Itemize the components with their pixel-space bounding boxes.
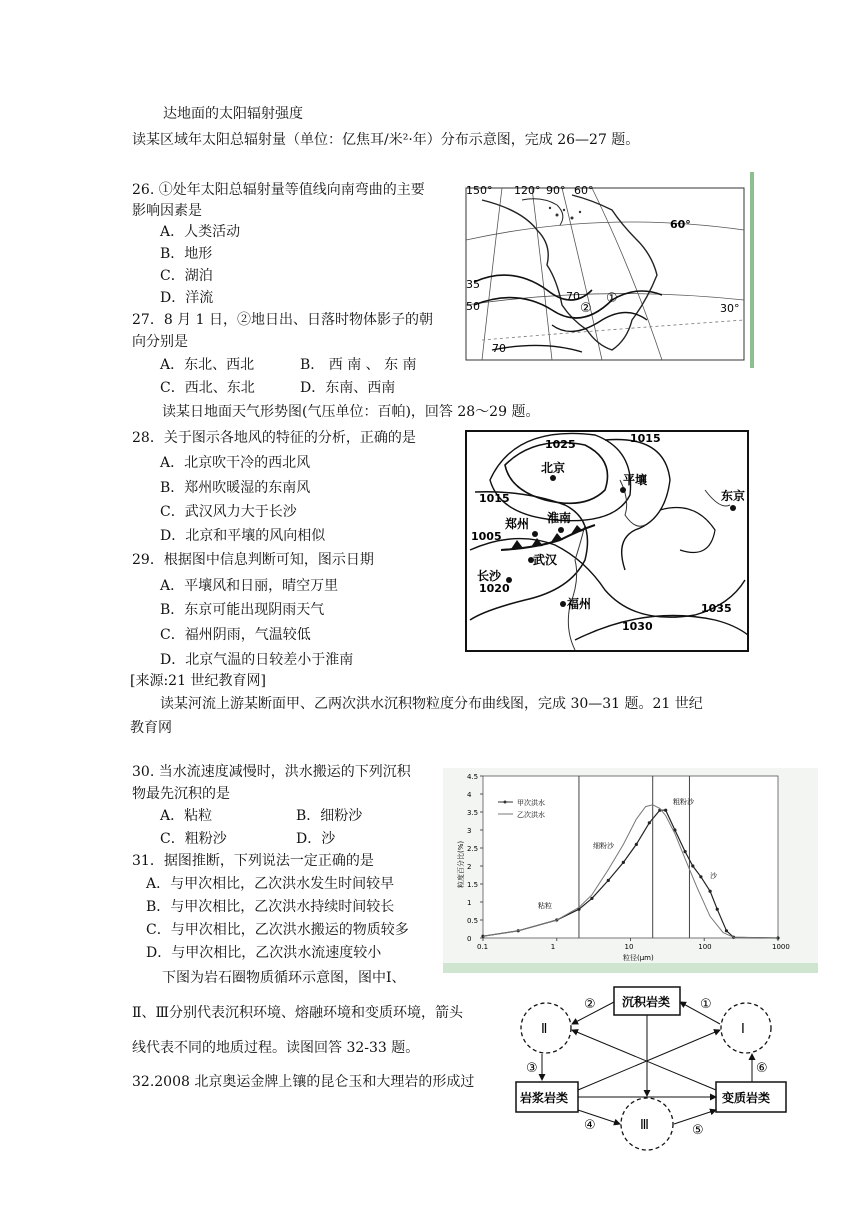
q27-stem-2: 向分别是 <box>132 334 188 350</box>
line-l0: 达地面的太阳辐射强度 <box>163 106 303 122</box>
city-label: 东京 <box>721 489 746 503</box>
data-point <box>708 890 711 893</box>
rock-cycle-diagram <box>512 972 792 1154</box>
circle-2: Ⅱ <box>541 1022 548 1037</box>
data-point <box>716 908 719 911</box>
intro-30-line1: 读某河流上游某断面甲、乙两次洪水沉积物粒度分布曲线图，完成 30—31 题。21 世纪 <box>160 696 703 712</box>
legend-series-1: 甲次洪水 <box>517 799 545 807</box>
data-point <box>590 897 593 900</box>
isoline-label: 50 <box>466 300 480 313</box>
q29-stem: 29．根据图中信息判断可知，图示日期 <box>132 552 374 568</box>
data-point <box>635 843 638 846</box>
lon-label: 90° <box>546 184 566 197</box>
isoline-label: 70 <box>492 342 506 355</box>
q31-option-b: B．与甲次相比，乙次洪水持续时间较长 <box>146 899 395 915</box>
q32-stem: 32.2008 北京奥运金牌上镶的昆仑玉和大理岩的形成过 <box>132 1074 475 1090</box>
solar-radiation-map <box>462 170 758 370</box>
q29-option-c: C．福州阴雨，气温较低 <box>160 627 311 643</box>
box-igneous: 岩浆岩类 <box>520 1091 569 1105</box>
y-tick-label: 0.5 <box>467 917 479 925</box>
q30-option-a: A．粘粒 <box>160 808 213 824</box>
zone-label: 粘粒 <box>538 902 552 910</box>
circle-3: Ⅲ <box>640 1118 649 1133</box>
intro-28: 读某日地面天气形势图(气压单位：百帕)，回答 28～29 题。 <box>162 404 540 420</box>
q29-option-d: D．北京气温的日较差小于淮南 <box>160 652 354 668</box>
zone-label: 沙 <box>710 872 717 880</box>
data-point <box>648 821 651 824</box>
q26-option-b: B．地形 <box>160 246 213 262</box>
intro-30-line2: 教育网 <box>130 720 172 736</box>
q30-option-b: B．细粉沙 <box>296 808 363 824</box>
q26-option-c: C．湖泊 <box>160 268 213 284</box>
x-tick-label: 10 <box>624 943 634 951</box>
weather-map <box>465 430 749 652</box>
source-note: [来源:21 世纪教育网] <box>130 673 266 689</box>
q28-option-d: D．北京和平壤的风向相似 <box>160 528 326 544</box>
x-tick-label: 1 <box>550 943 556 951</box>
q26-stem-2: 影响因素是 <box>132 203 202 219</box>
q28-option-c: C．武汉风力大于长沙 <box>160 504 297 520</box>
box-sedimentary: 沉积岩类 <box>622 995 671 1009</box>
y-tick-label: 3.5 <box>467 809 479 817</box>
data-point <box>691 864 694 867</box>
data-point <box>607 879 610 882</box>
isoline-label: 35 <box>466 278 480 291</box>
city-label: 武汉 <box>533 553 558 567</box>
x-tick-label: 0.1 <box>477 943 489 951</box>
circle-1: Ⅰ <box>741 1022 745 1037</box>
city-label: 长沙 <box>477 569 502 583</box>
lon-label: 150° <box>466 184 493 197</box>
isobar-label: 1015 <box>630 432 661 445</box>
q31-option-c: C．与甲次相比，乙次洪水搬运的物质较多 <box>146 922 409 938</box>
q27-option-d: D．东南、西南 <box>300 380 396 396</box>
isoline-label: 70 <box>566 290 580 303</box>
city-label: 淮南 <box>547 511 572 525</box>
q28-option-a: A．北京吹干冷的西北风 <box>160 455 311 471</box>
q28-stem: 28．关于图示各地风的特征的分析，正确的是 <box>132 430 416 446</box>
q31-option-d: D．与甲次相比，乙次洪水流速度较小 <box>146 945 382 961</box>
city-label: 平壤 <box>623 473 648 487</box>
y-axis-label: 粒度百分比(%) <box>457 840 465 888</box>
x-axis-label: 粒径(μm) <box>623 954 654 962</box>
q26-option-a: A．人类活动 <box>160 224 241 240</box>
intro-32-line2: Ⅱ、Ⅲ分别代表沉积环境、熔融环境和变质环境，箭头 <box>132 1005 464 1021</box>
q31-option-a: A．与甲次相比，乙次洪水发生时间较早 <box>146 876 395 892</box>
intro-32-line1: 下图为岩石圈物质循环示意图，图中Ⅰ、 <box>162 970 406 986</box>
arrow-label: ⑥ <box>756 1061 768 1076</box>
q27-option-a: A．东北、西北 <box>160 357 255 373</box>
lon-label: 120° <box>514 184 541 197</box>
q27-stem-1: 27．8 月 1 日，②地日出、日落时物体影子的朝 <box>132 312 433 328</box>
y-tick-label: 4 <box>467 791 472 799</box>
data-point <box>622 861 625 864</box>
y-tick-label: 1 <box>467 899 472 907</box>
lon-label: 60° <box>574 184 594 197</box>
city-label: 郑州 <box>505 517 530 531</box>
arrow-label: ⑤ <box>692 1123 704 1138</box>
y-tick-label: 2.5 <box>467 845 479 853</box>
q30-option-c: C．粗粉沙 <box>160 831 227 847</box>
isobar-label: 1015 <box>479 492 510 505</box>
q26-option-d: D．洋流 <box>160 290 214 306</box>
grain-size-chart <box>443 768 818 973</box>
q28-option-b: B．郑州吹暖湿的东南风 <box>160 480 311 496</box>
y-tick-label: 4.5 <box>467 773 479 781</box>
lat-label: 30° <box>720 302 740 315</box>
q27-option-c: C．西北、东北 <box>160 380 255 396</box>
lat-label: 60° <box>670 218 691 231</box>
arrow-label: ② <box>584 997 596 1012</box>
q29-option-a: A．平壤风和日丽，晴空万里 <box>160 578 339 594</box>
marker-1: ① <box>606 291 618 306</box>
isobar-label: 1025 <box>545 438 576 451</box>
marker-2: ② <box>580 301 592 316</box>
x-tick-label: 1000 <box>772 943 790 951</box>
zone-label: 细粉沙 <box>593 842 614 850</box>
isobar-label: 1005 <box>471 530 502 543</box>
line-l1: 读某区域年太阳总辐射量（单位：亿焦耳/米²·年）分布示意图，完成 26—27 题。 <box>132 132 640 148</box>
isobar-label: 1020 <box>479 582 510 595</box>
q26-stem-1: 26. ①处年太阳总辐射量等值线向南弯曲的主要 <box>132 182 425 198</box>
q30-stem-2: 物最先沉积的是 <box>132 786 230 802</box>
data-point <box>699 875 702 878</box>
data-point <box>725 929 728 932</box>
zone-label: 粗粉沙 <box>673 798 694 806</box>
q27-option-b: B． 西 南 、 东 南 <box>300 357 417 373</box>
isobar-label: 1030 <box>622 620 653 633</box>
data-point <box>684 850 687 853</box>
y-tick-label: 3 <box>467 827 472 835</box>
q29-option-b: B．东京可能出现阴雨天气 <box>160 602 325 618</box>
arrow-label: ④ <box>584 1118 596 1133</box>
y-tick-label: 1.5 <box>467 881 479 889</box>
intro-32-line3: 线代表不同的地质过程。读图回答 32-33 题。 <box>132 1040 420 1056</box>
box-metamorphic: 变质岩类 <box>722 1091 771 1105</box>
arrow-label: ③ <box>526 1061 538 1076</box>
arrow-label: ① <box>700 997 712 1012</box>
data-point <box>664 809 667 812</box>
x-tick-label: 100 <box>698 943 712 951</box>
y-tick-label: 0 <box>467 935 472 943</box>
q30-option-d: D．沙 <box>296 831 336 847</box>
legend-series-2: 乙次洪水 <box>517 811 545 819</box>
q30-stem-1: 30. 当水流速度减慢时，洪水搬运的下列沉积 <box>132 764 411 780</box>
q31-stem: 31．据图推断，下列说法一定正确的是 <box>132 853 374 869</box>
y-tick-label: 2 <box>467 863 472 871</box>
isobar-label: 1035 <box>701 602 732 615</box>
city-label: 福州 <box>567 597 592 611</box>
city-label: 北京 <box>541 461 566 475</box>
